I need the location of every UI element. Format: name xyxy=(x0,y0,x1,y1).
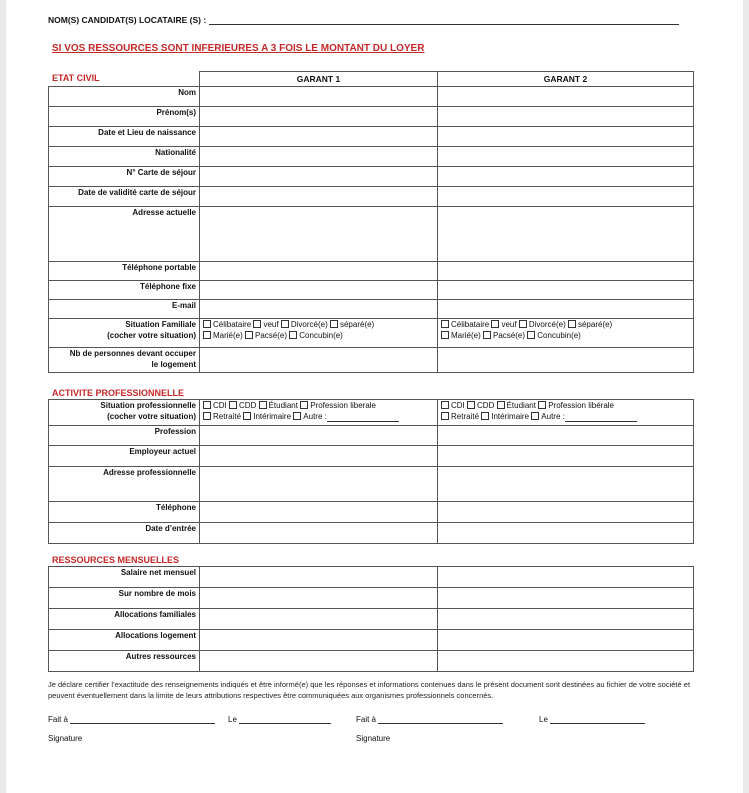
field-g2-adresse-pro[interactable] xyxy=(438,467,694,502)
field-g1-nationalite[interactable] xyxy=(200,147,438,167)
nb-personnes-label xyxy=(49,348,200,373)
field-g1-naissance[interactable] xyxy=(200,127,438,147)
field-g2-nationalite[interactable] xyxy=(438,147,694,167)
row-label: Sur nombre de mois xyxy=(49,588,200,609)
field-g1-nom[interactable] xyxy=(200,87,438,107)
row-label: Adresse actuelle xyxy=(49,207,200,262)
field-g1-carte[interactable] xyxy=(200,167,438,187)
row-label: Téléphone xyxy=(49,502,200,523)
checkbox[interactable] xyxy=(441,320,449,328)
etat-civil-table xyxy=(48,71,694,373)
field-g1-adresse-pro[interactable] xyxy=(200,467,438,502)
le-field-2[interactable] xyxy=(550,713,645,724)
field-g2-adresse[interactable] xyxy=(438,207,694,262)
checkbox[interactable] xyxy=(491,320,499,328)
checkbox[interactable] xyxy=(531,412,539,420)
field-g2-naissance[interactable] xyxy=(438,127,694,147)
field-g1-email[interactable] xyxy=(200,300,438,319)
row-sublabel: le logement xyxy=(151,360,196,369)
field-g2-nb-mois[interactable] xyxy=(438,588,694,609)
row-label: Adresse professionnelle xyxy=(49,467,200,502)
checkbox[interactable] xyxy=(527,331,535,339)
checkbox[interactable] xyxy=(441,401,449,409)
field-g1-profession[interactable] xyxy=(200,426,438,446)
field-g1-nb-mois[interactable] xyxy=(200,588,438,609)
field-g1-validite[interactable] xyxy=(200,187,438,207)
field-g2-validite[interactable] xyxy=(438,187,694,207)
checkbox[interactable] xyxy=(441,331,449,339)
field-g1-fixe[interactable] xyxy=(200,281,438,300)
row-label: Nb de personnes devant occuper xyxy=(69,349,196,358)
checkbox[interactable] xyxy=(293,412,301,420)
checkbox[interactable] xyxy=(330,320,338,328)
fait-label: Fait à xyxy=(356,715,377,724)
row-label: Nationalité xyxy=(49,147,200,167)
fait-label: Fait à xyxy=(48,715,69,724)
fait-a-2 xyxy=(356,713,503,724)
field-g2-nom[interactable] xyxy=(438,87,694,107)
situation-pro-label xyxy=(49,400,200,426)
declaration-text: Je déclare certifier l’exactitude des renseignements indiqués et être informé(e) que les réponses et informations contenues dans le présent document sont destinées au fichier de votre société et peuvent éventuellement dans la limite de leurs attributions respectives être communiquées aux organismes professionnels concernés. xyxy=(48,680,691,700)
field-g2-carte[interactable] xyxy=(438,167,694,187)
le-1 xyxy=(228,713,331,724)
candidate-name-field[interactable] xyxy=(209,14,679,25)
situation-familiale-label xyxy=(49,319,200,348)
checkbox[interactable] xyxy=(467,401,475,409)
row-label: N° Carte de séjour xyxy=(49,167,200,187)
form-page xyxy=(6,0,743,793)
field-g1-nb-personnes[interactable] xyxy=(200,348,438,373)
fait-a-1 xyxy=(48,713,215,724)
field-g2-autres[interactable] xyxy=(438,651,694,672)
section-title-etat-civil: ETAT CIVIL xyxy=(52,73,100,83)
ressources-table xyxy=(48,566,694,672)
activite-table xyxy=(48,399,694,544)
field-g1-autres[interactable] xyxy=(200,651,438,672)
checkbox[interactable] xyxy=(203,331,211,339)
field-g1-date-entree[interactable] xyxy=(200,523,438,544)
row-label: Profession xyxy=(49,426,200,446)
row-sublabel: (cocher votre situation) xyxy=(107,412,196,421)
checkbox[interactable] xyxy=(441,412,449,420)
field-g2-portable[interactable] xyxy=(438,262,694,281)
field-g1-alloc-fam[interactable] xyxy=(200,609,438,630)
field-g1-alloc-log[interactable] xyxy=(200,630,438,651)
fait-a-field-1[interactable] xyxy=(70,713,215,724)
checkbox[interactable] xyxy=(281,320,289,328)
page-subtitle: SI VOS RESSOURCES SONT INFERIEURES A 3 FOIS LE MONTANT DU LOYER xyxy=(52,43,425,54)
field-g2-nb-personnes[interactable] xyxy=(438,348,694,373)
header-spacer xyxy=(49,72,200,87)
section-title-ressources: RESSOURCES MENSUELLES xyxy=(52,555,180,565)
field-g1-employeur[interactable] xyxy=(200,446,438,467)
field-g2-profession[interactable] xyxy=(438,426,694,446)
row-label: Date et Lieu de naissance xyxy=(49,127,200,147)
checkbox[interactable] xyxy=(519,320,527,328)
row-sublabel: (cocher votre situation) xyxy=(107,331,196,340)
field-g1-telephone-pro[interactable] xyxy=(200,502,438,523)
row-label: Téléphone portable xyxy=(49,262,200,281)
le-label: Le xyxy=(228,715,237,724)
fait-a-field-2[interactable] xyxy=(378,713,503,724)
column-header-garant-2: GARANT 2 xyxy=(438,72,694,87)
field-g1-salaire[interactable] xyxy=(200,567,438,588)
checkbox[interactable] xyxy=(538,401,546,409)
autre-field[interactable] xyxy=(565,411,637,422)
le-2 xyxy=(539,713,645,724)
checkbox[interactable] xyxy=(497,401,505,409)
row-label: Autres ressources xyxy=(49,651,200,672)
row-label: Employeur actuel xyxy=(49,446,200,467)
checkbox[interactable] xyxy=(253,320,261,328)
row-label: Nom xyxy=(49,87,200,107)
row-label: Allocations familiales xyxy=(49,609,200,630)
g2-situation-familiale: Célibataire veuf Divorcé(e) séparé(e) Marié(e) Pacsé(e) Concubin(e) xyxy=(438,319,694,348)
checkbox[interactable] xyxy=(203,320,211,328)
field-g2-alloc-fam[interactable] xyxy=(438,609,694,630)
field-g1-adresse[interactable] xyxy=(200,207,438,262)
field-g2-salaire[interactable] xyxy=(438,567,694,588)
checkbox[interactable] xyxy=(289,331,297,339)
checkbox[interactable] xyxy=(300,401,308,409)
checkbox[interactable] xyxy=(203,412,211,420)
row-label: Allocations logement xyxy=(49,630,200,651)
g2-situation-pro: CDI CDD Étudiant Profession libérale Retraité Intérimaire Autre : xyxy=(438,400,694,426)
checkbox[interactable] xyxy=(243,412,251,420)
row-label: Date de validité carte de séjour xyxy=(49,187,200,207)
section-title-activite: ACTIVITE PROFESSIONNELLE xyxy=(52,388,185,398)
g1-situation-pro: CDI CDD Étudiant Profession liberale Retraité Intérimaire Autre : xyxy=(200,400,438,426)
checkbox[interactable] xyxy=(229,401,237,409)
field-g2-email[interactable] xyxy=(438,300,694,319)
checkbox[interactable] xyxy=(259,401,267,409)
autre-field[interactable] xyxy=(327,411,399,422)
field-g2-prenom[interactable] xyxy=(438,107,694,127)
field-g2-employeur[interactable] xyxy=(438,446,694,467)
checkbox[interactable] xyxy=(203,401,211,409)
field-g2-fixe[interactable] xyxy=(438,281,694,300)
signature-2[interactable]: Signature xyxy=(356,734,391,743)
row-label: Situation professionnelle xyxy=(100,401,196,410)
row-label: Prénom(s) xyxy=(49,107,200,127)
field-g1-prenom[interactable] xyxy=(200,107,438,127)
checkbox[interactable] xyxy=(568,320,576,328)
le-label: Le xyxy=(539,715,548,724)
row-label: Date d’entrée xyxy=(49,523,200,544)
row-label: E-mail xyxy=(49,300,200,319)
signature-1[interactable]: Signature xyxy=(48,734,83,743)
g1-situation-familiale: Célibataire veuf Divorcé(e) séparé(e) Marié(e) Pacsé(e) Concubin(e) xyxy=(200,319,438,348)
column-header-garant-1: GARANT 1 xyxy=(200,72,438,87)
field-g1-portable[interactable] xyxy=(200,262,438,281)
field-g2-telephone-pro[interactable] xyxy=(438,502,694,523)
row-label: Situation Familiale xyxy=(125,320,196,329)
le-field-1[interactable] xyxy=(239,713,331,724)
candidate-name-line xyxy=(48,14,679,25)
checkbox[interactable] xyxy=(481,412,489,420)
row-label: Salaire net mensuel xyxy=(49,567,200,588)
row-label: Téléphone fixe xyxy=(49,281,200,300)
field-g2-date-entree[interactable] xyxy=(438,523,694,544)
checkbox[interactable] xyxy=(483,331,491,339)
field-g2-alloc-log[interactable] xyxy=(438,630,694,651)
candidate-name-label: NOM(S) CANDIDAT(S) LOCATAIRE (S) : xyxy=(48,15,207,25)
checkbox[interactable] xyxy=(245,331,253,339)
